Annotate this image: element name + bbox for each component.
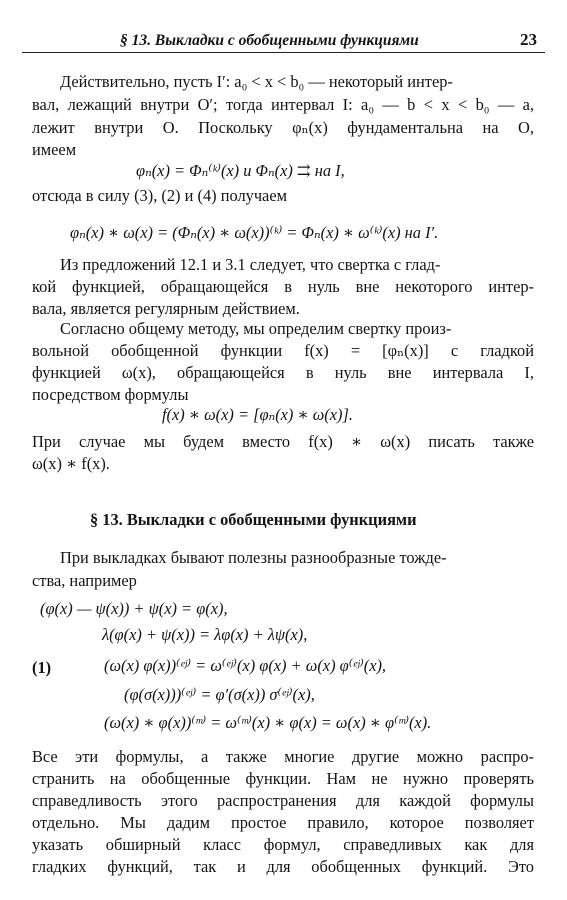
page-number: 23 — [520, 30, 537, 49]
equation: φₙ(x) ∗ ω(x) = (Φₙ(x) ∗ ω(x))⁽ᵏ⁾ = Φₙ(x) ∗ ω⁽ᵏ⁾(x) на I′. — [70, 223, 439, 242]
paragraph-line: вал, лежащий внутри O′; тогда интервал I: a₀ — b < x < b₀ — a, — [32, 95, 534, 114]
header-rule — [22, 52, 545, 53]
paragraph-line: Из предложений 12.1 и 3.1 следует, что свертка с глад- — [60, 255, 441, 274]
paragraph-line: ω(x) ∗ f(x). — [32, 454, 110, 473]
paragraph-line: лежит внутри O. Поскольку φₙ(x) фундаментальна на O, — [32, 118, 534, 137]
identity-line: (ω(x) φ(x))⁽ᵉʲ⁾ = ω⁽ᵉʲ⁾(x) φ(x) + ω(x) φ⁽ᵉʲ⁾(x), — [104, 656, 387, 675]
running-header — [0, 28, 567, 54]
equation: φₙ(x) = Φₙ⁽ᵏ⁾(x) и Φₙ(x) ⇉ на I, — [136, 161, 345, 180]
paragraph-line: При выкладках бывают полезны разнообразные тожде- — [60, 548, 447, 567]
section-heading: § 13. Выкладки с обобщенными функциями — [90, 510, 417, 529]
equation-number: (1) — [32, 658, 52, 677]
paragraph-line: Все эти формулы, а также многие другие можно распро- — [32, 747, 534, 766]
paragraph-line: странить на обобщенные функции. Нам не нужно проверять — [32, 769, 534, 788]
paragraph-line: отдельно. Мы дадим простое правило, которое позволяет — [32, 813, 534, 832]
running-header-title: § 13. Выкладки с обобщенными функциями — [120, 32, 419, 49]
paragraph-line: вольной обобщенной функции f(x) = [φₙ(x)] с гладкой — [32, 341, 534, 360]
paragraph-line: Согласно общему методу, мы определим свертку произ- — [60, 319, 452, 338]
paragraph-line: отсюда в силу (3), (2) и (4) получаем — [32, 186, 287, 205]
paragraph-line: Действительно, пусть I′: a₀ < x < b₀ — некоторый интер- — [60, 72, 453, 91]
equation: f(x) ∗ ω(x) = [φₙ(x) ∗ ω(x)]. — [162, 405, 353, 424]
paragraph-line: функцией ω(x), обращающейся в нуль вне интервала I, — [32, 363, 534, 382]
identity-line: λ(φ(x) + ψ(x)) = λφ(x) + λψ(x), — [102, 625, 308, 644]
paragraph-line: посредством формулы — [32, 385, 189, 404]
identity-line: (φ(x) — ψ(x)) + ψ(x) = φ(x), — [40, 599, 228, 618]
paragraph-line: кой функцией, обращающейся в нуль вне некоторого интер- — [32, 277, 534, 296]
identity-line: (φ(σ(x)))⁽ᵉʲ⁾ = φ′(σ(x)) σ⁽ᵉʲ⁾(x), — [124, 685, 315, 704]
identity-line: (ω(x) ∗ φ(x))⁽ᵐ⁾ = ω⁽ᵐ⁾(x) ∗ φ(x) = ω(x) ∗ φ⁽ᵐ⁾(x). — [104, 713, 432, 732]
paragraph-line: ства, например — [32, 571, 137, 590]
paragraph-line: гладких функций, так и для обобщенных функций. Это — [32, 857, 534, 876]
paragraph-line: вала, является регулярным действием. — [32, 299, 300, 318]
paragraph-line: справедливость этого распространения для каждой формулы — [32, 791, 534, 810]
paragraph-line: указать обширный класс формул, справедливых как для — [32, 835, 534, 854]
paragraph-line: имеем — [32, 140, 77, 159]
paragraph-line: При случае мы будем вместо f(x) ∗ ω(x) писать также — [32, 432, 534, 451]
